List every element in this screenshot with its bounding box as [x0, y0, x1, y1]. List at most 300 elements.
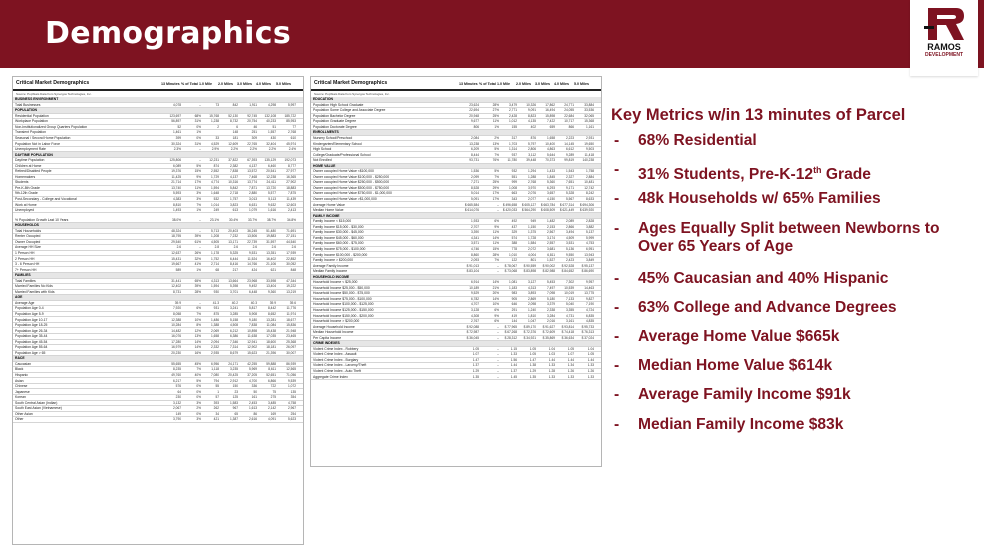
- cell-value: 10%: [194, 317, 201, 322]
- cell-value: 2.6: [176, 245, 181, 250]
- cell-value: 17%: [492, 191, 499, 196]
- cell-value: 38.0%: [171, 217, 181, 222]
- cell-value: 6,956: [211, 361, 219, 366]
- row-label: Average Family Income: [313, 263, 349, 268]
- cell-value: 20,425: [228, 372, 238, 377]
- cell-value: 1,757: [230, 197, 238, 202]
- cell-value: 2,912: [230, 378, 238, 383]
- cell-value: 0%: [196, 136, 201, 141]
- row-label: Household Income > $200,000: [313, 319, 360, 324]
- cell-value: 3,893: [528, 291, 536, 296]
- row-label: South Central Asian (Indian): [15, 400, 58, 405]
- cell-value: 5%: [494, 147, 499, 152]
- cell-value: 1.45: [510, 374, 517, 379]
- cell-value: 1,810: [528, 313, 536, 318]
- cell-value: 8,528: [471, 185, 479, 190]
- cell-value: 31,441: [171, 278, 181, 283]
- cell-value: 10,326: [526, 102, 536, 107]
- cell-value: 45%: [194, 361, 201, 366]
- cell-value: 1,583: [230, 400, 238, 405]
- cell-value: 8,442: [268, 306, 276, 311]
- cell-value: 13,943: [584, 252, 594, 257]
- cell-value: 424: [251, 267, 257, 272]
- cell-value: 52,130: [228, 113, 238, 118]
- row-label: Average HH Size: [15, 245, 41, 250]
- cell-value: 1,012: [509, 119, 517, 124]
- metric-item: - 68% Residential: [614, 132, 757, 149]
- cell-value: 5,136: [566, 246, 574, 251]
- cell-value: 1%: [196, 208, 201, 213]
- cell-value: 70,373: [545, 158, 555, 163]
- cell-value: 48,324: [171, 228, 181, 233]
- cell-value: 5,158: [230, 317, 238, 322]
- cell-value: 26,097: [286, 345, 296, 350]
- cell-value: 23,465: [286, 334, 296, 339]
- cell-value: 354: [290, 395, 296, 400]
- cell-value: $ 92,088: [466, 324, 479, 329]
- cell-value: --: [198, 102, 201, 107]
- cell-value: $ 496,658: [502, 202, 517, 207]
- cell-value: 27,902: [286, 180, 296, 185]
- cell-value: 5,113: [268, 197, 276, 202]
- cell-value: 52: [177, 124, 181, 129]
- row-label: Hispanic: [15, 372, 29, 377]
- cell-value: 3,823: [230, 202, 238, 207]
- cell-value: 1,240: [528, 307, 536, 312]
- cell-value: 12,902: [247, 345, 257, 350]
- row-label: Population Some College and Associate Degree: [313, 108, 386, 113]
- row-label: HOUSEHOLDS: [15, 223, 39, 228]
- cell-value: 19,883: [266, 234, 276, 239]
- cell-value: 161: [251, 395, 257, 400]
- cell-value: 30,007: [286, 350, 296, 355]
- column-header: 3.0 Miles: [237, 82, 252, 86]
- metric-item: - Ages Equally Split between Newborns to Over 65 Years of Age: [614, 219, 940, 255]
- row-label: Median Household Income: [313, 330, 354, 335]
- cell-value: 1.05: [472, 346, 479, 351]
- cell-value: 1,752: [211, 256, 219, 261]
- cell-value: 7,422: [547, 119, 555, 124]
- row-label: 7+ Person HH: [15, 267, 37, 272]
- cell-value: 842: [232, 102, 238, 107]
- cell-value: --: [496, 269, 499, 274]
- cell-value: 1.56: [510, 357, 517, 362]
- cell-value: 4,150: [547, 197, 555, 202]
- cell-value: 1%: [494, 124, 499, 129]
- cell-value: 1,072: [288, 384, 296, 389]
- cell-value: 11,638: [247, 334, 257, 339]
- cell-value: 2,098: [528, 302, 536, 307]
- cell-value: 402: [530, 124, 536, 129]
- cell-value: 2,884: [586, 174, 594, 179]
- metric-item: - Average Family Income $91k: [614, 386, 851, 404]
- cell-value: 13%: [492, 141, 499, 146]
- cell-value: 1,648: [211, 191, 219, 196]
- cell-value: 20,948: [469, 113, 479, 118]
- cell-value: 26%: [194, 250, 201, 255]
- cell-value: 24,055: [564, 108, 574, 113]
- cell-value: 31%: [194, 141, 201, 146]
- cell-value: 4,731: [566, 313, 574, 318]
- cell-value: 11,439: [286, 197, 296, 202]
- cell-value: 4,508: [230, 323, 238, 328]
- cell-value: $ 74,418: [561, 330, 574, 335]
- cell-value: 999: [511, 180, 517, 185]
- cell-value: 5,180: [547, 296, 555, 301]
- cell-value: 949: [530, 219, 536, 224]
- cell-value: 5,908: [249, 311, 257, 316]
- cell-value: 3,235: [230, 367, 238, 372]
- cell-value: 1.05: [567, 346, 574, 351]
- cell-value: 1.04: [548, 346, 555, 351]
- cell-value: 3,790: [173, 417, 181, 422]
- cell-value: 2,084: [471, 136, 479, 141]
- cell-value: 14%: [492, 296, 499, 301]
- cell-value: 122: [511, 258, 517, 263]
- cell-value: $ 90,559: [523, 263, 536, 268]
- row-label: Family Income $30,000 - $45,000: [313, 230, 364, 235]
- cell-value: 794: [213, 378, 219, 383]
- row-label: Owner occupied Home Value $250,000 - $500,000: [313, 180, 390, 185]
- cell-value: 185,722: [284, 113, 296, 118]
- cell-value: 4,700: [249, 378, 257, 383]
- row-label: Pre-K-8th Grade: [15, 185, 40, 190]
- cell-value: 92,745: [247, 113, 257, 118]
- cell-value: 31%: [194, 119, 201, 124]
- cell-value: 34.8%: [286, 217, 296, 222]
- row-label: Median Family Income: [313, 269, 348, 274]
- cell-value: 0%: [196, 124, 201, 129]
- cell-value: 1.44: [567, 357, 574, 362]
- cell-value: 254: [290, 411, 296, 416]
- cell-value: 5,623: [288, 417, 296, 422]
- cell-value: 8,416: [230, 262, 238, 267]
- metric-item: - 48k Households w/ 65% Families: [614, 190, 881, 208]
- cell-value: 25,368: [286, 339, 296, 344]
- cell-value: 17%: [492, 197, 499, 202]
- cell-value: $ 82,988: [542, 269, 555, 274]
- cell-value: 1,703: [509, 141, 517, 146]
- cell-value: 6,631: [249, 202, 257, 207]
- cell-value: 5%: [196, 378, 201, 383]
- cell-value: 155: [511, 124, 517, 129]
- row-label: Household Income $150,000 - $200,000: [313, 313, 374, 318]
- cell-value: $ 36,634: [561, 335, 574, 340]
- cell-value: 144: [511, 319, 517, 324]
- cell-value: 27,977: [286, 169, 296, 174]
- cell-value: 1.28: [548, 368, 555, 373]
- cell-value: 22,852: [286, 256, 296, 261]
- cell-value: 806: [473, 124, 479, 129]
- cell-value: 1,482: [547, 219, 555, 224]
- row-label: Population Age 35-44: [15, 334, 48, 339]
- cell-value: $ 694,306: [579, 202, 594, 207]
- cell-value: 6,448: [249, 289, 257, 294]
- cell-value: 125,806: [169, 158, 181, 163]
- table-source: Source: PopStats Data from Synergos Technologies, Inc.: [16, 92, 92, 96]
- cell-value: $ 36,045: [466, 335, 479, 340]
- cell-value: 23.1%: [209, 217, 219, 222]
- row-label: College/Graduate/Professional School: [313, 152, 371, 157]
- cell-value: 7,497: [547, 285, 555, 290]
- row-label: 2 Person HH: [15, 256, 35, 261]
- cell-value: 6,209: [471, 147, 479, 152]
- cell-value: 399: [175, 136, 181, 141]
- cell-value: 135: [290, 389, 296, 394]
- column-header: 5.0 Miles: [276, 82, 291, 86]
- cell-value: 12,941: [247, 339, 257, 344]
- cell-value: $ 665,584: [464, 202, 479, 207]
- cell-value: 8,058: [173, 311, 181, 316]
- row-label: Per Capita Income: [313, 335, 342, 340]
- cell-value: 875: [213, 311, 219, 316]
- cell-value: 4,004: [528, 252, 536, 257]
- cell-value: 4,298: [268, 102, 276, 107]
- cell-value: 2,806: [528, 147, 536, 152]
- row-label: HOME VALUE: [313, 163, 336, 168]
- cell-value: --: [496, 363, 499, 368]
- cell-value: 14,463: [584, 285, 594, 290]
- cell-value: 5,091: [471, 197, 479, 202]
- cell-value: 1.07: [472, 352, 479, 357]
- row-label: HOUSEHOLD INCOME: [313, 274, 350, 279]
- row-label: BUSINESS ENVIRONMENT: [15, 97, 59, 102]
- cell-value: 1,238: [211, 119, 219, 124]
- cell-value: 7,920: [173, 306, 181, 311]
- cell-value: 31,597: [266, 239, 276, 244]
- row-label: Violent Crime Index - Larceny/Theft: [313, 363, 367, 368]
- cell-value: 1,594: [211, 185, 219, 190]
- cell-value: 47,344: [286, 278, 296, 283]
- cell-value: 8,633: [586, 197, 594, 202]
- cell-value: 1%: [196, 267, 201, 272]
- cell-value: 6,914: [471, 280, 479, 285]
- cell-value: 3,485: [268, 400, 276, 405]
- cell-value: 71,056: [286, 372, 296, 377]
- cell-value: 52,651: [266, 372, 276, 377]
- cell-value: 6,444: [230, 256, 238, 261]
- cell-value: 275: [270, 395, 276, 400]
- cell-value: 41%: [194, 262, 201, 267]
- cell-value: $ 89,170: [523, 324, 536, 329]
- cell-value: 29,540: [171, 239, 181, 244]
- cell-value: 329: [511, 230, 517, 235]
- cell-value: 4,078: [173, 102, 181, 107]
- row-label: Owner occupied Home Value $750,000 - $1,000,000: [313, 191, 392, 196]
- cell-value: 1.07: [567, 352, 574, 357]
- cell-value: 2,332: [211, 345, 219, 350]
- cell-value: 5,014: [471, 191, 479, 196]
- cell-value: 3,970: [528, 185, 536, 190]
- cell-value: 9,957: [586, 280, 594, 285]
- cell-value: 9%: [196, 174, 201, 179]
- cell-value: 1.33: [587, 374, 594, 379]
- cell-value: 249: [213, 208, 219, 213]
- cell-value: --: [496, 324, 499, 329]
- cell-value: 6,951: [586, 246, 594, 251]
- cell-value: 3,161: [566, 319, 574, 324]
- row-label: Married Families No Kids: [15, 284, 53, 289]
- cell-value: 14%: [492, 280, 499, 285]
- table-title: Critical Market Demographics: [314, 80, 388, 86]
- cell-value: 2,453: [249, 400, 257, 405]
- cell-value: 21,396: [266, 350, 276, 355]
- cell-value: 1,911: [249, 102, 257, 107]
- cell-value: 3,849: [586, 258, 594, 263]
- cell-value: 251: [251, 130, 257, 135]
- cell-value: 7%: [494, 258, 499, 263]
- cell-value: 2.2%: [249, 147, 257, 152]
- cell-value: $ 639,920: [579, 208, 594, 213]
- cell-value: 1,014: [211, 202, 219, 207]
- cell-value: 12,388: [171, 317, 181, 322]
- cell-value: $ 91,627: [542, 324, 555, 329]
- cell-value: 14%: [194, 339, 201, 344]
- cell-value: 13,351: [266, 250, 276, 255]
- cell-value: 39,448: [526, 158, 536, 163]
- cell-value: 32,404: [266, 141, 276, 146]
- cell-value: 3,494: [566, 230, 574, 235]
- cell-value: 2,069: [211, 328, 219, 333]
- cell-value: 135,129: [264, 158, 276, 163]
- cell-value: 14,766: [247, 262, 257, 267]
- cell-value: 49,760: [171, 372, 181, 377]
- cell-value: 5,040: [566, 302, 574, 307]
- cell-value: 8,444: [471, 152, 479, 157]
- cell-value: 40,233: [266, 119, 276, 124]
- row-label: Violent Crime Index - Auto Theft: [313, 368, 361, 373]
- cell-value: 1.33: [587, 363, 594, 368]
- cell-value: 1,613: [249, 406, 257, 411]
- cell-value: 4,746: [471, 246, 479, 251]
- cell-value: 23,624: [469, 102, 479, 107]
- cell-value: 192,073: [284, 158, 296, 163]
- cell-value: 3,112: [528, 152, 536, 157]
- table-row: [311, 374, 601, 380]
- cell-value: --: [496, 352, 499, 357]
- cell-value: 5,328: [566, 191, 574, 196]
- row-label: Non-Institutionalized Group Quarters Population: [15, 124, 88, 129]
- cell-value: 2,880: [249, 191, 257, 196]
- cell-value: 1,461: [173, 130, 181, 135]
- row-label: Unemployment Rate: [15, 147, 46, 152]
- cell-value: 5,817: [249, 306, 257, 311]
- cell-value: 16,402: [266, 256, 276, 261]
- row-label: ENROLLMENTS: [313, 130, 339, 135]
- cell-value: 3,284: [547, 313, 555, 318]
- row-label: Aggregate Crime Index: [313, 374, 348, 379]
- cell-value: 22,684: [564, 113, 574, 118]
- cell-value: 7,838: [249, 323, 257, 328]
- cell-value: 2,153: [547, 224, 555, 229]
- row-label: Median Home Value: [313, 208, 344, 213]
- row-label: FAMILIES: [15, 273, 31, 278]
- cell-value: 778: [511, 246, 517, 251]
- cell-value: 10,717: [564, 119, 574, 124]
- row-label: Family Income $100,000 - $200,000: [313, 252, 368, 257]
- row-label: Population Age 5-9: [15, 311, 44, 316]
- metric-item: - 31% Students, Pre-K-12th Grade: [614, 161, 871, 184]
- cell-value: 9,827: [586, 296, 594, 301]
- cell-value: 77: [292, 124, 296, 129]
- cell-value: 4,383: [173, 197, 181, 202]
- row-label: Married Families with Kids: [15, 289, 55, 294]
- row-label: Homemakers: [15, 174, 36, 179]
- cell-value: 21,714: [171, 180, 181, 185]
- cell-value: 7,838: [230, 169, 238, 174]
- row-label: Population Age > 65: [15, 350, 46, 355]
- cell-value: 86: [253, 411, 257, 416]
- row-label: Family Income $45,000 - $60,000: [313, 235, 364, 240]
- column-header: 4.0 Miles: [256, 82, 271, 86]
- cell-value: 1,388: [211, 323, 219, 328]
- cell-value: 1,543: [566, 169, 574, 174]
- row-label: Family Income $75,000 - $100,000: [313, 246, 366, 251]
- cell-value: 967: [232, 406, 238, 411]
- cell-value: $ 564,290: [521, 208, 536, 213]
- cell-value: 1,288: [528, 174, 536, 179]
- row-label: Total Families: [15, 278, 36, 283]
- cell-value: 9,091: [528, 108, 536, 113]
- cell-value: 876: [530, 136, 536, 141]
- cell-value: 3%: [196, 197, 201, 202]
- cell-value: 8,611: [268, 367, 276, 372]
- metric-item: - Average Home Value $665k: [614, 327, 840, 345]
- column-header: % of Total: [479, 82, 496, 86]
- row-label: Black: [15, 367, 24, 372]
- cell-value: 13,740: [171, 185, 181, 190]
- cell-value: 3,127: [528, 280, 536, 285]
- cell-value: 34: [215, 411, 219, 416]
- row-label: Family Income $60,000 - $75,000: [313, 241, 364, 246]
- cell-value: 291: [511, 307, 517, 312]
- cell-value: 6,212: [230, 328, 238, 333]
- cell-value: 4,137: [249, 163, 257, 168]
- cell-value: 149: [175, 411, 181, 416]
- cell-value: 2,016: [547, 319, 555, 324]
- cell-value: 8,731: [173, 289, 181, 294]
- cell-value: 576: [175, 384, 181, 389]
- cell-value: 2.6: [233, 245, 238, 250]
- cell-value: 5,593: [173, 191, 181, 196]
- cell-value: 1,486: [211, 317, 219, 322]
- row-label: Population Age 55-64: [15, 345, 48, 350]
- row-label: Japanese: [15, 389, 30, 394]
- cell-value: 3,355: [566, 307, 574, 312]
- cell-value: 1,010: [509, 252, 517, 257]
- cell-value: 4,753: [586, 241, 594, 246]
- cell-value: 3,571: [471, 241, 479, 246]
- cell-value: 15,836: [286, 323, 296, 328]
- metric-item: - Median Family Income $83k: [614, 415, 844, 433]
- row-label: Household Income $50,000 - $75,000: [313, 291, 370, 296]
- cell-value: 7,871: [249, 185, 257, 190]
- row-label: Seasonal / Second Home Population: [15, 136, 71, 141]
- row-label: Violent Crime Index - Assault: [313, 352, 357, 357]
- cell-value: 21,106: [266, 262, 276, 267]
- cell-value: 336: [251, 384, 257, 389]
- row-label: EDUCATION: [313, 97, 333, 102]
- cell-value: 574: [511, 235, 517, 240]
- cell-value: 32,065: [584, 113, 594, 118]
- cell-value: 20,230: [171, 350, 181, 355]
- cell-value: 1.03: [548, 352, 555, 357]
- cell-value: 23: [234, 389, 238, 394]
- row-label: Population Age 10-17: [15, 317, 48, 322]
- cell-value: 2,714: [211, 262, 219, 267]
- cell-value: 99,819: [564, 158, 574, 163]
- column-header: 2.0 Miles: [218, 82, 233, 86]
